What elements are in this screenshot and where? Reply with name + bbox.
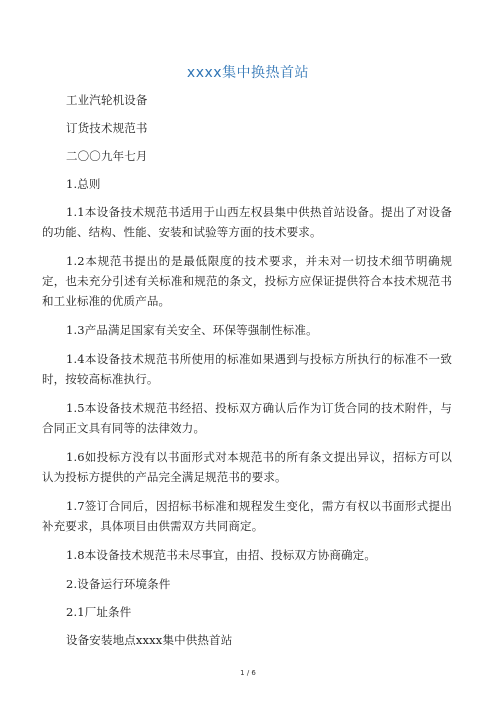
- clause-1-1: 1.1本设备技术规范书适用于山西左权县集中供热首站设备。提出了对设备的功能、结构、性能、安装和试验等方面的技术要求。: [42, 205, 452, 239]
- clause-1-5: 1.5本设备技术规范书经招、投标双方确认后作为订货合同的技术附件，与合同正文具有同等的法律效力。: [42, 401, 452, 435]
- document-title: xxxx集中换热首站: [186, 65, 310, 81]
- section-heading-environment: 2.设备运行环境条件: [66, 577, 171, 591]
- clause-1-7: 1.7签订合同后，因招标书标准和规程发生变化，需方有权以书面形式提出补充要求，具体项目由供需双方共同商定。: [42, 499, 452, 533]
- clause-1-4: 1.4本设备技术规范书所使用的标准如果遇到与投标方所执行的标准不一致时，按较高标准执行。: [42, 352, 452, 386]
- document-date: 二〇〇九年七月: [66, 149, 148, 163]
- site-location: 设备安装地点xxxx集中供热首站: [66, 633, 233, 647]
- section-heading-general: 1.总则: [66, 177, 101, 191]
- subtitle-spec: 订货技术规范书: [66, 121, 148, 135]
- section-heading-site: 2.1厂址条件: [66, 605, 132, 619]
- page-number: 1 / 6: [240, 669, 256, 677]
- clause-1-8: 1.8本设备技术规范书未尽事宜，由招、投标双方协商确定。: [66, 548, 376, 562]
- clause-1-6: 1.6如投标方没有以书面形式对本规范书的所有条文提出异议，招标方可以认为投标方提供的产品完全满足规范书的要求。: [42, 450, 452, 484]
- clause-1-2: 1.2本规范书提出的是最低限度的技术要求，并未对一切技术细节明确规定，也未充分引述有关标准和规范的条文，投标方应保证提供符合本技术规范书和工业标准的优质产品。: [42, 254, 452, 308]
- clause-1-3: 1.3产品满足国家有关安全、环保等强制性标准。: [66, 323, 318, 337]
- subtitle-equipment: 工业汽轮机设备: [66, 93, 148, 107]
- document-body: [42, 90, 452, 658]
